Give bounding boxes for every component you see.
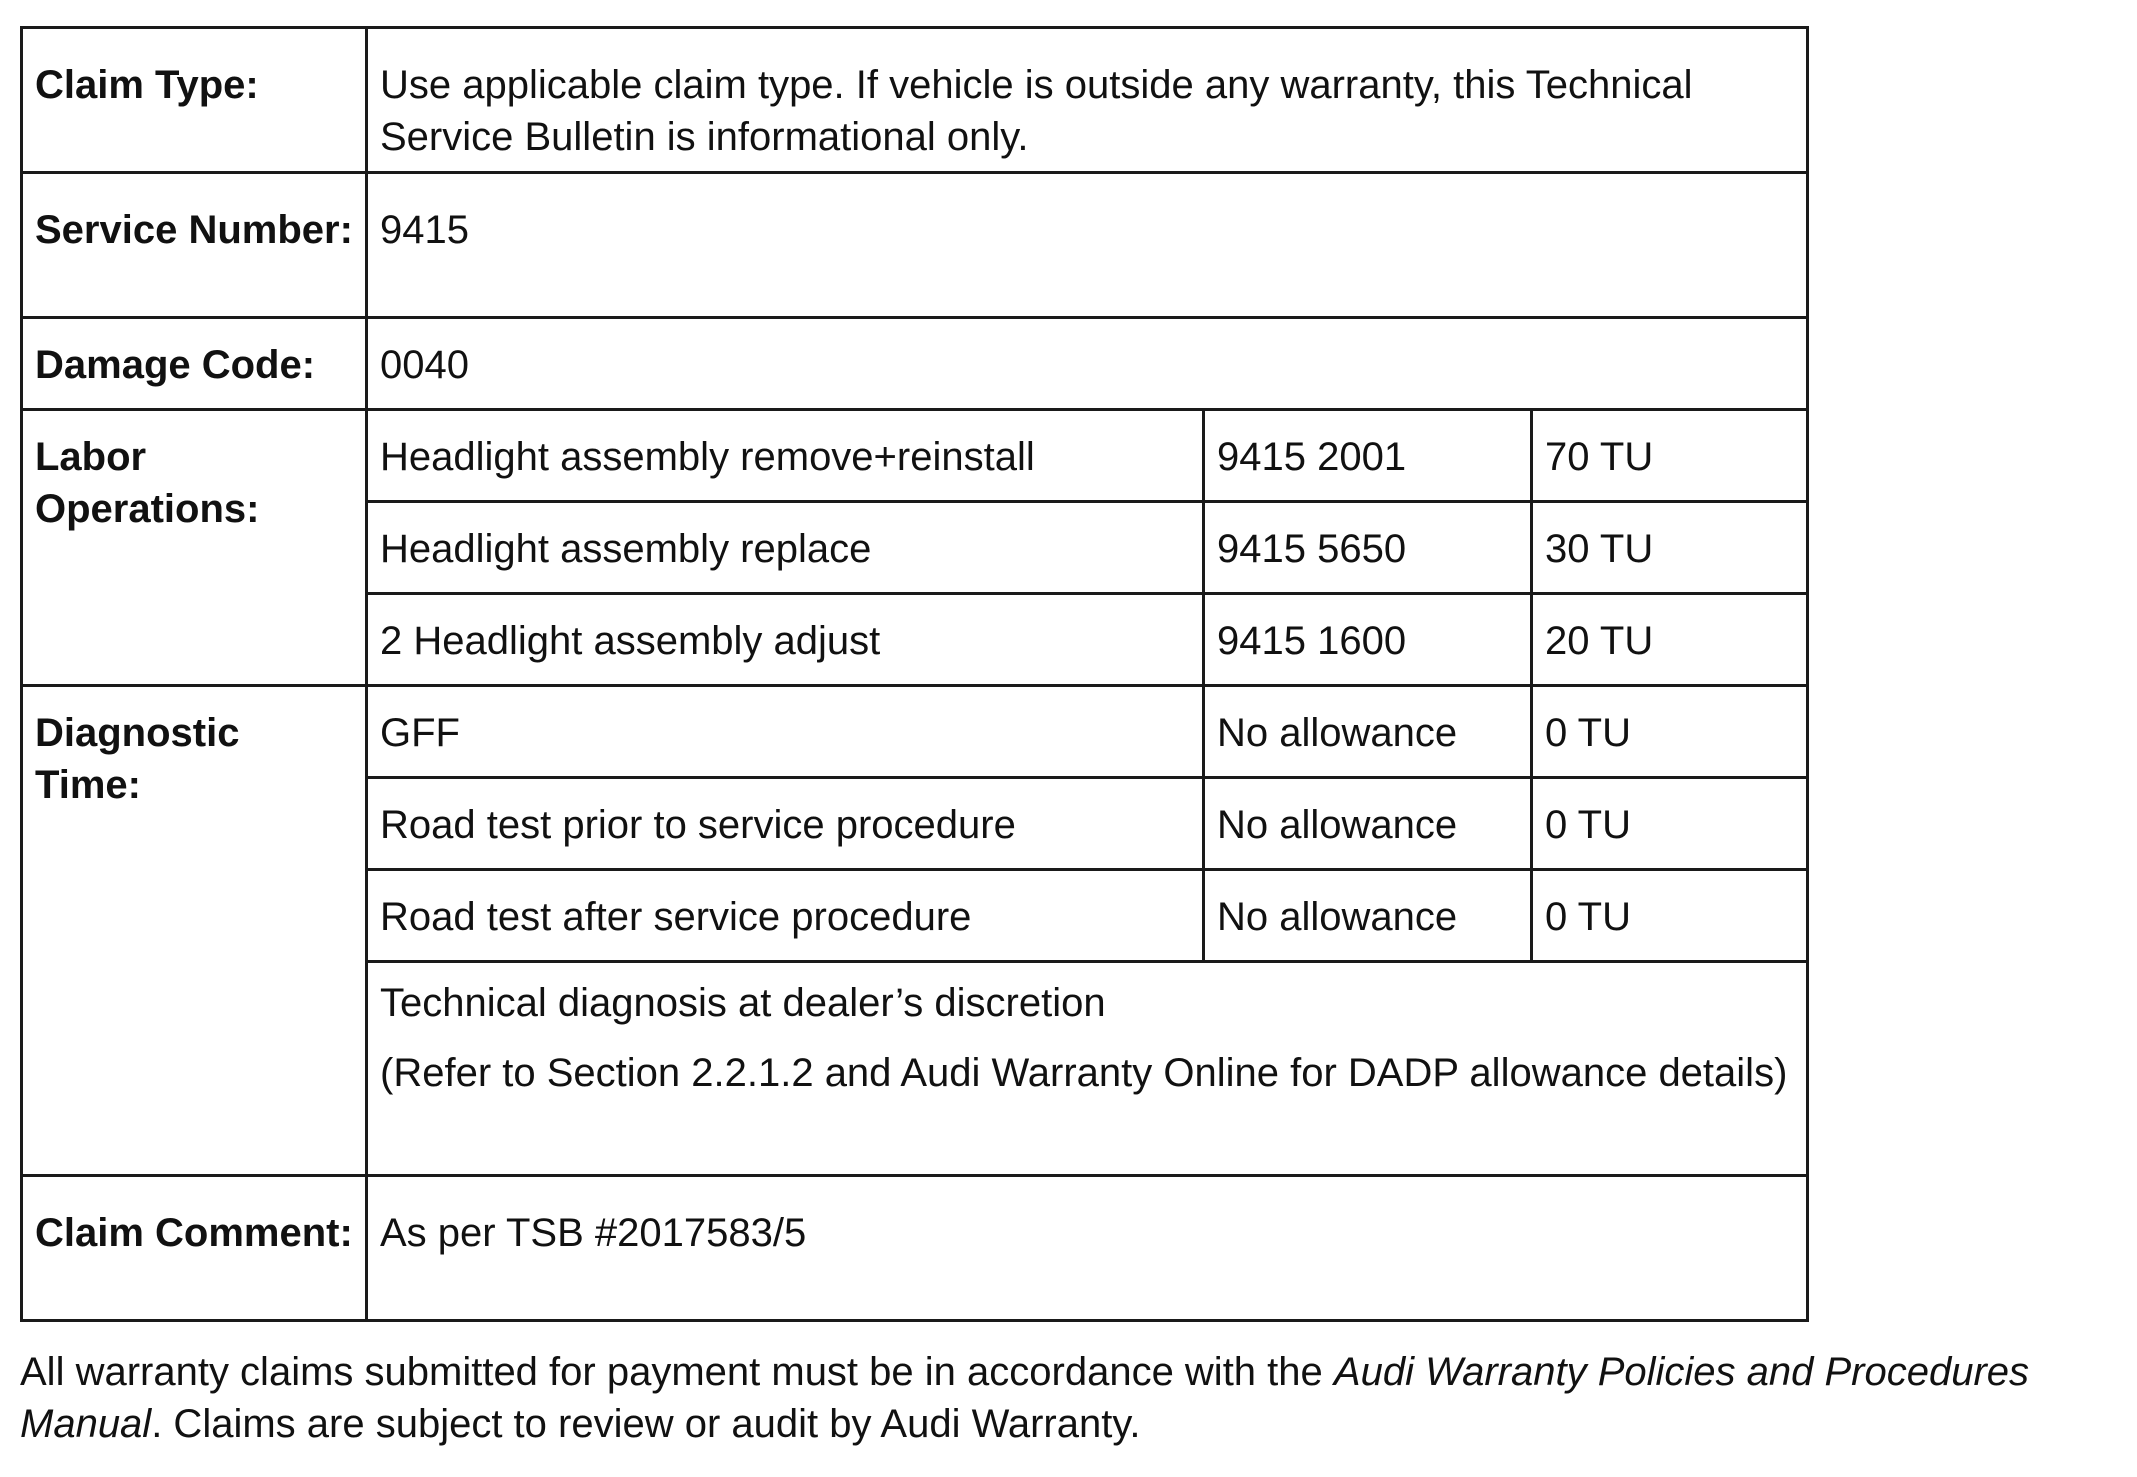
- diagnostic-allowance: No allowance: [1204, 870, 1532, 962]
- damage-code-row: [22, 318, 1808, 410]
- warranty-document: [20, 26, 2120, 1322]
- diagnostic-time: 0 TU: [1532, 686, 1808, 778]
- diagnostic-description: Road test after service procedure: [367, 870, 1204, 962]
- labor-operation-description: 2 Headlight assembly adjust: [367, 594, 1204, 686]
- diagnostic-note: [367, 962, 1808, 1176]
- damage-code-value: 0040: [367, 318, 1808, 410]
- warranty-footer-note: [20, 1346, 2130, 1450]
- diagnostic-allowance: No allowance: [1204, 778, 1532, 870]
- service-number-label: Service Number:: [22, 173, 367, 318]
- claim-type-value: Use applicable claim type. If vehicle is outside any warranty, this Technical Service Bulletin is informational only.: [367, 28, 1808, 173]
- claim-comment-value: As per TSB #2017583/5: [367, 1176, 1808, 1321]
- claim-comment-label: Claim Comment:: [22, 1176, 367, 1321]
- diagnostic-note-line: Technical diagnosis at dealer’s discretion: [380, 981, 1106, 1025]
- labor-operation-description: Headlight assembly remove+reinstall: [367, 410, 1204, 502]
- diagnostic-description: Road test prior to service procedure: [367, 778, 1204, 870]
- service-number-value: 9415: [367, 173, 1808, 318]
- diagnostic-time-label: Diagnostic Time:: [22, 686, 367, 1176]
- diagnostic-time: 0 TU: [1532, 778, 1808, 870]
- labor-operation-code: 9415 2001: [1204, 410, 1532, 502]
- labor-operation-code: 9415 1600: [1204, 594, 1532, 686]
- diagnostic-description: GFF: [367, 686, 1204, 778]
- labor-operation-time: 30 TU: [1532, 502, 1808, 594]
- damage-code-label: Damage Code:: [22, 318, 367, 410]
- warranty-claim-table: [20, 26, 1809, 1322]
- claim-type-label: Claim Type:: [22, 28, 367, 173]
- labor-operation-time: 70 TU: [1532, 410, 1808, 502]
- diagnostic-row: [22, 686, 1808, 778]
- diagnostic-allowance: No allowance: [1204, 686, 1532, 778]
- labor-operation-code: 9415 5650: [1204, 502, 1532, 594]
- claim-type-row: [22, 28, 1808, 173]
- claim-comment-row: [22, 1176, 1808, 1321]
- labor-operations-label: Labor Operations:: [22, 410, 367, 686]
- manual-title: Audi Warranty Policies and Procedures Manual: [20, 1350, 2030, 1446]
- labor-operation-description: Headlight assembly replace: [367, 502, 1204, 594]
- labor-operation-row: [22, 410, 1808, 502]
- footer-text-before: All warranty claims submitted for payment must be in accordance with the: [20, 1350, 1334, 1394]
- diagnostic-note-reference: (Refer to Section 2.2.1.2 and Audi Warranty Online for DADP allowance details): [380, 1051, 1788, 1095]
- service-number-row: [22, 173, 1808, 318]
- labor-operation-time: 20 TU: [1532, 594, 1808, 686]
- diagnostic-time: 0 TU: [1532, 870, 1808, 962]
- footer-text-after: . Claims are subject to review or audit by Audi Warranty.: [151, 1402, 1141, 1446]
